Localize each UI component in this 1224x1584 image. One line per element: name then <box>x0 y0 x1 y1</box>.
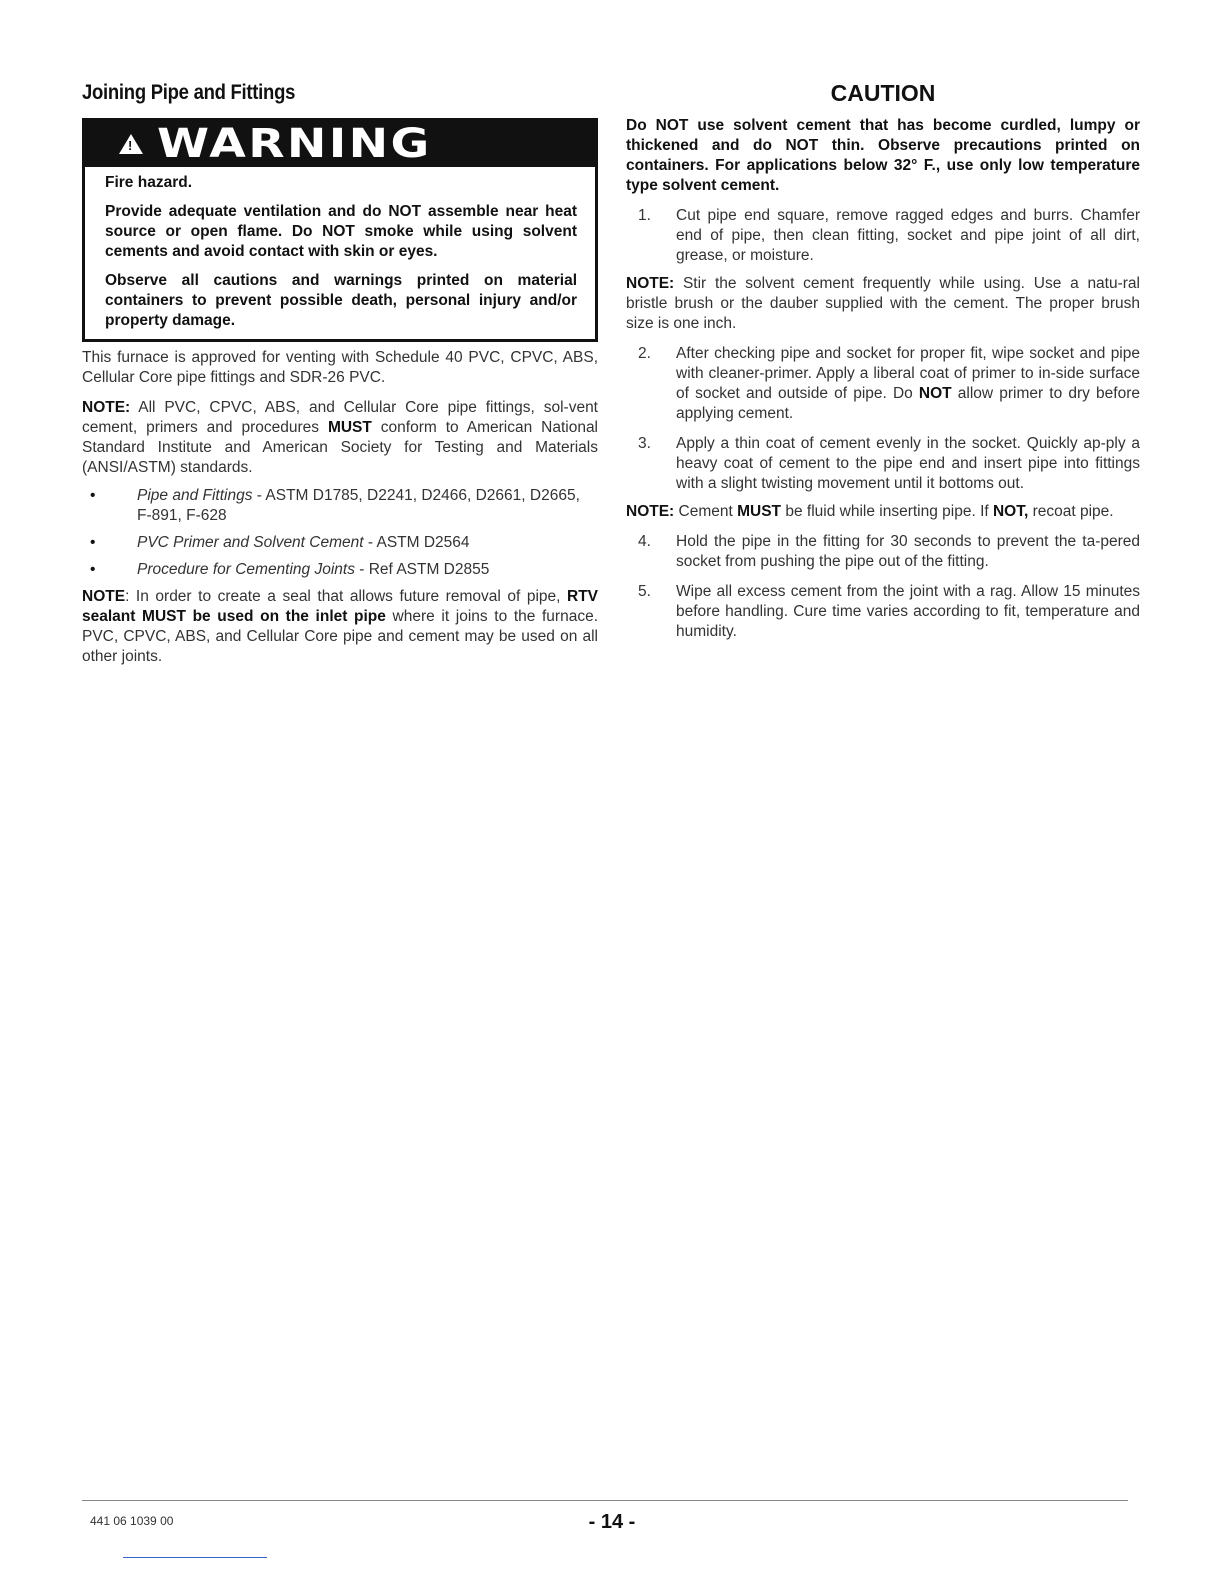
step-2: 2. After checking pipe and socket for proper fit, wipe socket and pipe with cleaner-primer. Apply a liberal coat of primer to in-side surface of socket and outside of pipe. Do NOT allow primer to dry before applying cement. <box>638 345 1140 422</box>
right-column <box>626 78 1140 652</box>
warning-line-observe: Observe all cautions and warnings printed on material containers to prevent possible death, personal injury and/or property damage. <box>105 272 577 329</box>
step-1: 1. Cut pipe end square, remove ragged edges and burrs. Chamfer end of pipe, then clean fitting, socket and pipe joint of all dirt, grease, or moisture. <box>638 207 1140 264</box>
warning-box <box>82 118 598 342</box>
page-number: - 14 - <box>588 1511 636 1533</box>
step-3: 3. Apply a thin coat of cement evenly in the socket. Quickly ap-ply a heavy coat of cement to the pipe end and insert pipe into fittings with a slight twisting movement until it bottoms out. <box>638 435 1140 492</box>
warning-label: WARNING <box>157 121 432 167</box>
note-rtv-sealant: NOTE: In order to create a seal that allows future removal of pipe, RTV sealant MUST be used on the inlet pipe where it joins to the furnace. PVC, CPVC, ABS, and Cellular Core pipe and cement may be used on all other joints. <box>82 588 598 665</box>
intro-paragraph: This furnace is approved for venting with Schedule 40 PVC, CPVC, ABS, Cellular Core pipe fittings and SDR-26 PVC. <box>82 349 598 386</box>
document-code: 441 06 1039 00 <box>90 1514 174 1528</box>
note-stir-cement: NOTE: Stir the solvent cement frequently while using. Use a natu-ral bristle brush or the dauber supplied with the cement. The proper brush size is one inch. <box>626 275 1140 332</box>
list-item: • Procedure for Cementing Joints - Ref ASTM D2855 <box>90 561 490 578</box>
footer-link-underline <box>123 1557 267 1558</box>
warning-line-ventilation: Provide adequate ventilation and do NOT assemble near heat source or open flame. Do NOT smoke while using solvent cements and avoid contact with skin or eyes. <box>105 203 577 260</box>
note-standards: NOTE: All PVC, CPVC, ABS, and Cellular Core pipe fittings, sol-vent cement, primers and procedures MUST conform to American National Standard Institute and American Society for Testing and Materials (ANSI/ASTM) standards. <box>82 399 599 476</box>
steps-list-final <box>626 532 1140 642</box>
footer-divider <box>82 1500 1128 1501</box>
warning-header <box>85 121 595 167</box>
section-title: Joining Pipe and Fittings <box>82 81 296 104</box>
caution-title: CAUTION <box>830 80 936 106</box>
left-column <box>82 78 598 667</box>
step-4: 4. Hold the pipe in the fitting for 30 seconds to prevent the ta-pered socket from pushing the pipe out of the fitting. <box>638 533 1140 570</box>
list-item: • Pipe and Fittings - ASTM D1785, D2241, D2466, D2661, D2665, F-891, F-628 <box>90 487 580 524</box>
list-item: • PVC Primer and Solvent Cement - ASTM D2564 <box>90 534 470 551</box>
step-5: 5. Wipe all excess cement from the joint with a rag. Allow 15 minutes before handling. Cure time varies according to fit, temperature and humidity. <box>638 583 1140 640</box>
standards-list <box>82 486 598 580</box>
warning-line-fire-hazard: Fire hazard. <box>105 174 192 191</box>
warning-body <box>85 167 595 339</box>
steps-list-continued <box>626 344 1140 494</box>
steps-list <box>626 206 1140 266</box>
note-fluid-cement: NOTE: Cement MUST be fluid while inserting pipe. If NOT, recoat pipe. <box>626 503 1114 520</box>
caution-text: Do NOT use solvent cement that has become curdled, lumpy or thickened and do NOT thin. Observe precautions printed on containers. For applications below 32° F., use only low temperature type solvent cement. <box>626 117 1140 194</box>
warning-triangle-icon: ! <box>119 134 143 154</box>
